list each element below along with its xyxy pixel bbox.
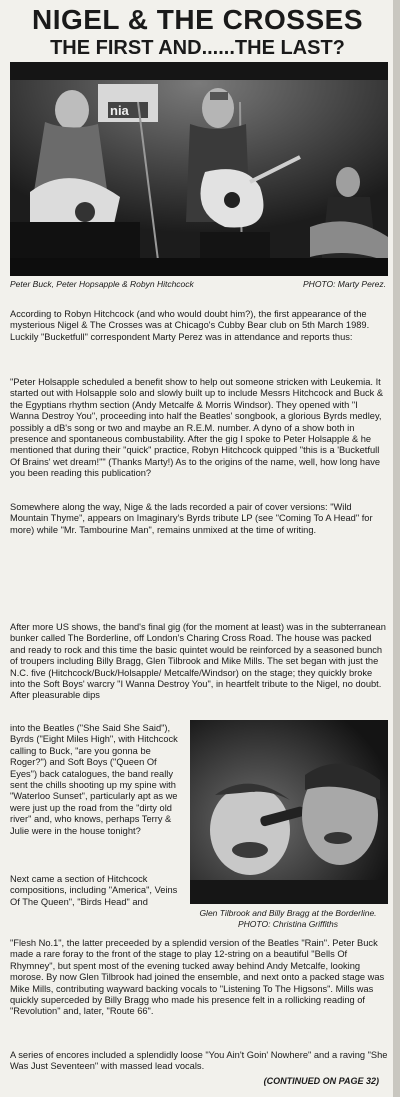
tilbrook-bragg-photo [190, 720, 388, 904]
article [4, 0, 391, 1097]
photo1-caption-row [10, 279, 386, 290]
paragraph-4: After more US shows, the band's final gig (for the moment at least) was in the subterranean bunker called The Borderline, off London's Charing Cross Road. The house was packed and ready to rock and this time the basic quintet would be reinforced by a seasoned bunch of troupers including Billy Bragg, Glen Tilbrook and Mike Mills. The set began with just the N.C. five (Hitchcock/Buck/Holsapple/ Metcalfe/Windsor) on the stage; they quickly broke into the Soft Boys' warcry "I Wanna Destroy You", in heartfelt tribute to the Nigel, no doubt. After pleasurable dips [10, 622, 386, 701]
band-photo [10, 62, 388, 276]
paragraph-3: Somewhere along the way, Nige & the lads recorded a pair of cover versions: "Wild Mountain Thyme", appears on Imaginary's Byrds tribute LP (see "Coming To A Head" for more) while "Mr. Tambourine Man", remains unmixed at the time of writing. [10, 502, 373, 535]
subheadline: THE FIRST AND......THE LAST? [50, 37, 345, 59]
photo2-caption: Glen Tilbrook and Billy Bragg at the Borderline. PHOTO: Christina Griffiths [199, 908, 377, 929]
paragraph-5: into the Beatles ("She Said She Said"), Byrds ("Eight Miles High", with Hitchcock calling to Buck, "are you gonna be Roger?") and Soft Boys ("Queen Of Eyes") back catalogues, the band really sent the chills shooting up my spine with "Waterloo Sunset", particularly apt as we were just up the road from the "dirty old river" and, who knows, perhaps Terry & Julie were in the house tonight? [10, 723, 178, 836]
paragraph-6-start: Next came a section of Hitchcock compositions, including "America", Veins Of The Queen", "Birds Head" and [10, 874, 178, 907]
paragraph-7: A series of encores included a splendidly loose "You Ain't Goin' Nowhere" and a raving "She Was Just Seventeen" with massed lead vocals. [10, 1050, 388, 1072]
stage-sign-text: nia [110, 103, 129, 118]
paragraph-6-end: "Flesh No.1", the latter preceeded by a splendid version of the Beatles "Rain". Peter Buck made a rare foray to the front of the stage to play 12-string on a beautiful "Bells Of Rhymney", but spent most of the evening tucked away behind Andy Metcalfe, looking morose. By now Glen Tilbrook had joined the ensemble, and next onto a packed stage was Mike Mills, contributing wayward backing vocals to "Listening To The Higsons". Mills was quickly superceded by Billy Bragg who made his presence felt in a rollicking reading of "Revolution" and, later, "Route 66". [10, 938, 385, 1017]
photo1-caption: Peter Buck, Peter Hopsapple & Robyn Hitchcock [10, 279, 194, 289]
photo1-credit: PHOTO: Marty Perez. [303, 279, 386, 289]
adjacent-page-strip [393, 0, 400, 1097]
continued-note: (CONTINUED ON PAGE 32) [263, 1076, 379, 1086]
paragraph-1: According to Robyn Hitchcock (and who would doubt him?), the first appearance of the mysterious Nigel & The Crosses was at Chicago's Cubby Bear club on 5th March 1989. Luckily "Bucketfull" correspondent Marty Perez was in attendance and reports thus: [10, 309, 370, 342]
paragraph-2: "Peter Holsapple scheduled a benefit show to help out someone stricken with Leukemia. It started out with Holsapple solo and slowly built up to include Messrs Hitchcock and Buck & the Egyptians rhythm section (Andy Metcalfe & Morris Windsor). They opened with "I Wanna Destroy You", proceeding into half the Beatles' songbook, a glorious Byrds medley, possibly a dB's song or two and maybe an R.E.M. number. A dyno of a show both in presence and spontaneous combustability. After the gig I spoke to Peter Holsapple & he mentioned that during their "quick" practice, Robyn Hitchcock quipped "this is a 'Bucketfull Of Brains' wet dream!"" (Thanks Marty!) As to the origins of the name, well, how long have you been reading this publication? [10, 377, 384, 479]
headline: NIGEL & THE CROSSES [31, 4, 364, 35]
